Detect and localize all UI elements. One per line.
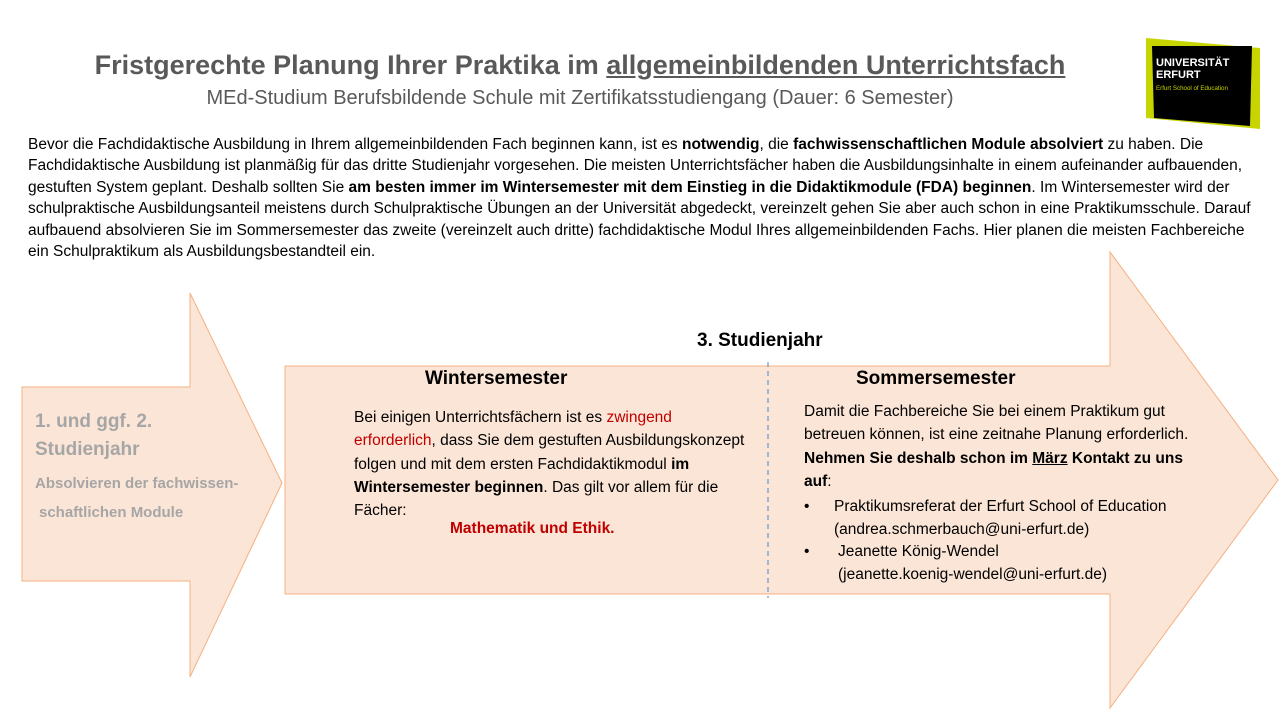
contact-name: Praktikumsreferat der Erfurt School of Education [834, 498, 1167, 515]
contact-list [804, 496, 1224, 586]
page-subtitle: MEd-Studium Berufsbildende Schule mit Zertifikatsstudiengang (Dauer: 6 Semester) [206, 87, 954, 109]
summer-text-2: : [827, 472, 832, 490]
intro-text-4: . Im Wintersemester wird der schulpraktische Ausbildungsanteil meistens durch Schulpraktische Übungen an der Universität abgedeckt, vereinzelt gehen Sie aber auch schon in eine Praktikumsschule. Darauf aufbauend absolvieren Sie im Sommersemester das zweite (vereinzelt auch dritte) fachdidaktische Modul Ihres allgemeinbildenden Fachs. Hier planen die meisten Fachbereiche ein Schulpraktikum als Ausbildungsbestandteil ein. [28, 178, 1251, 261]
title-prefix: Fristgerechte Planung Ihrer Praktika im [94, 50, 607, 80]
winter-bold-text: im Wintersemester beginnen [354, 455, 690, 496]
winter-text [354, 406, 754, 522]
intro-bold-1: notwendig [682, 136, 760, 153]
left-title-line1: 1. und ggf. 2. [35, 411, 153, 432]
contact-email[interactable]: (jeanette.koenig-wendel@uni-erfurt.de) [838, 565, 1108, 583]
intro-text-1: Bevor die Fachdidaktische Ausbildung in Ihrem allgemeinbildenden Fach beginnen kann, ist es [28, 136, 682, 153]
list-item [804, 541, 1224, 586]
contact-email[interactable]: (andrea.schmerbauch@uni-erfurt.de) [834, 520, 1090, 538]
logo-line1: UNIVERSITÄT [1156, 57, 1230, 69]
summer-bold-underlined: März [1032, 449, 1068, 467]
left-title-line2: Studienjahr [35, 439, 140, 460]
winter-text-2: , dass Sie dem gestuften Ausbildungskonzept folgen und mit dem ersten Fachdidaktikmodul [354, 432, 745, 473]
summer-bold-2: Kontakt zu uns auf [804, 449, 1183, 490]
winter-heading: Wintersemester [425, 368, 568, 389]
year-label: 3. Studienjahr [697, 330, 823, 351]
intro-text-2: , die [759, 136, 794, 153]
bullet-icon: • [804, 543, 810, 560]
logo-line3: Erfurt School of Education [1156, 85, 1228, 92]
winter-text-3: . Das gilt vor allem für die Fächer: [354, 478, 719, 520]
left-arrow-title [35, 408, 255, 464]
title-underlined: allgemeinbildenden Unterrichtsfach [606, 50, 1066, 80]
left-desc-line2: schaftlichen Module [39, 504, 184, 521]
summer-heading: Sommersemester [856, 368, 1016, 389]
left-arrow-description [35, 469, 275, 527]
winter-text-1: Bei einigen Unterrichtsfächern ist es [354, 409, 607, 426]
contact-name: Jeanette König-Wendel [838, 543, 999, 560]
intro-bold-3: am besten immer im Wintersemester mit dem Einstieg in die Didaktikmodule (FDA) beginnen [348, 178, 1032, 196]
left-desc-line1: Absolvieren der fachwissen- [35, 475, 239, 492]
winter-subjects: Mathematik und Ethik. [450, 520, 615, 537]
summer-bold-1: Nehmen Sie deshalb schon im [804, 449, 1033, 467]
bullet-icon: • [804, 498, 810, 515]
summer-text-1: Damit die Fachbereiche Sie bei einem Praktikum gut betreuen können, ist eine zeitnahe Planung erforderlich. [804, 403, 1189, 444]
list-item [804, 496, 1224, 541]
intro-bold-2: fachwissenschaftlichen Module absolviert [793, 136, 1104, 153]
summer-text [804, 400, 1204, 493]
winter-red-text: zwingend erforderlich [354, 409, 672, 450]
logo-line2: ERFURT [1156, 69, 1201, 81]
intro-text-3: zu haben. Die Fachdidaktische Ausbildung ist planmäßig für das dritte Studienjahr vorgesehen. Die meisten Unterrichtsfächer haben die Ausbildungsinhalte in einem aufeinander aufbauenden, gestuften System geplant. Deshalb sollten Sie [28, 136, 1243, 196]
